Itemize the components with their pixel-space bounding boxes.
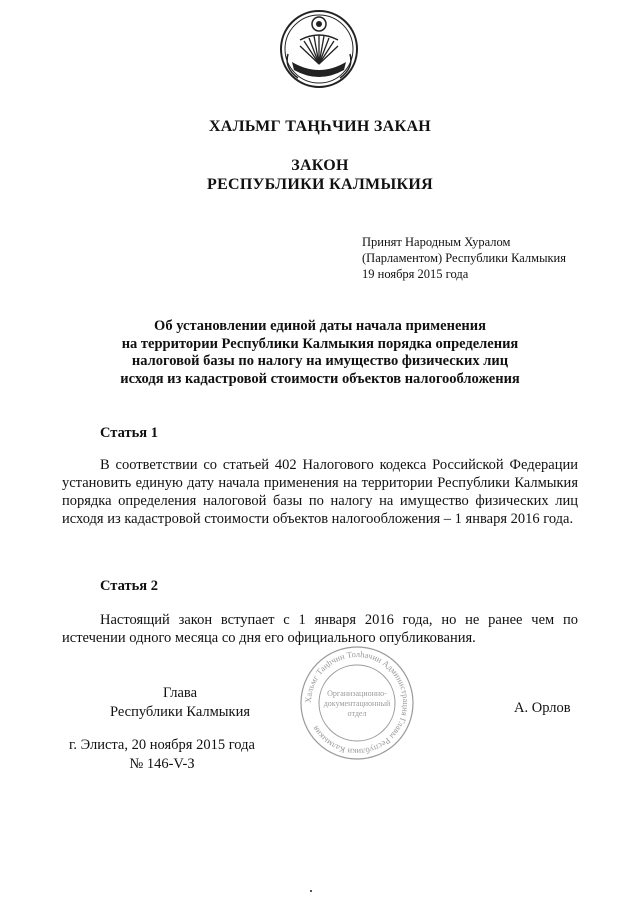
article1-heading: Статья 1 — [100, 425, 158, 441]
subject-line1: Об установлении единой даты начала применения — [154, 318, 486, 334]
adoption-line2: (Парламентом) Республики Калмыкия — [362, 251, 566, 265]
place-date-number — [62, 736, 262, 774]
signatory-name: А. Орлов — [514, 700, 571, 716]
article2-heading: Статья 2 — [100, 578, 158, 594]
signatory-position — [92, 684, 268, 722]
position-line2: Республики Калмыкия — [109, 704, 251, 720]
adoption-line1: Принят Народным Хуралом — [362, 235, 511, 249]
position-line1: Глава — [162, 685, 198, 701]
stamp-center-line3: отдел — [347, 709, 367, 718]
subject-line3: налоговой базы по налогу на имущество физических лиц — [131, 353, 509, 369]
official-stamp — [298, 644, 416, 762]
stamp-center-line1: Организационно- — [327, 689, 387, 698]
coat-of-arms-icon — [278, 6, 360, 92]
subject-line4: исходя из кадастровой стоимости объектов налогообложения — [120, 370, 520, 387]
stamp-ring-text: Хальмг Таңһчин Толһачин Администрация Главы Республики Калмыкия — [302, 648, 412, 758]
page-mark — [310, 890, 312, 892]
law-title-line2: РЕСПУБЛИКИ КАЛМЫКИЯ — [207, 176, 433, 193]
stamp-center-line2: документационный — [323, 699, 391, 708]
law-subject — [0, 318, 640, 388]
article2-text: Настоящий закон вступает с 1 января 2016 года, но не ранее чем по истечении одного месяца со дня его официального опубликования. — [62, 612, 578, 646]
adoption-note — [362, 234, 566, 282]
law-title — [0, 156, 640, 194]
place-date: г. Элиста, 20 ноября 2015 года — [69, 737, 255, 753]
adoption-line3: 19 ноября 2015 года — [362, 267, 469, 281]
article1-text: В соответствии со статьей 402 Налогового кодекса Российской Федерации установить единую дату начала применения на территории Республики Калмыкия порядка определения налоговой базы по налогу на имущество физических лиц исходя из кадастровой стоимости объектов налогообложения – 1 января 2016 года. — [62, 457, 578, 527]
subject-line2: на территории Республики Калмыкия порядка определения — [121, 335, 519, 352]
title-kalmyk: ХАЛЬМГ ТАҢҺЧИН ЗАКАН — [208, 118, 432, 135]
law-number: № 146-V-З — [129, 756, 195, 772]
law-title-line1: ЗАКОН — [291, 157, 349, 174]
